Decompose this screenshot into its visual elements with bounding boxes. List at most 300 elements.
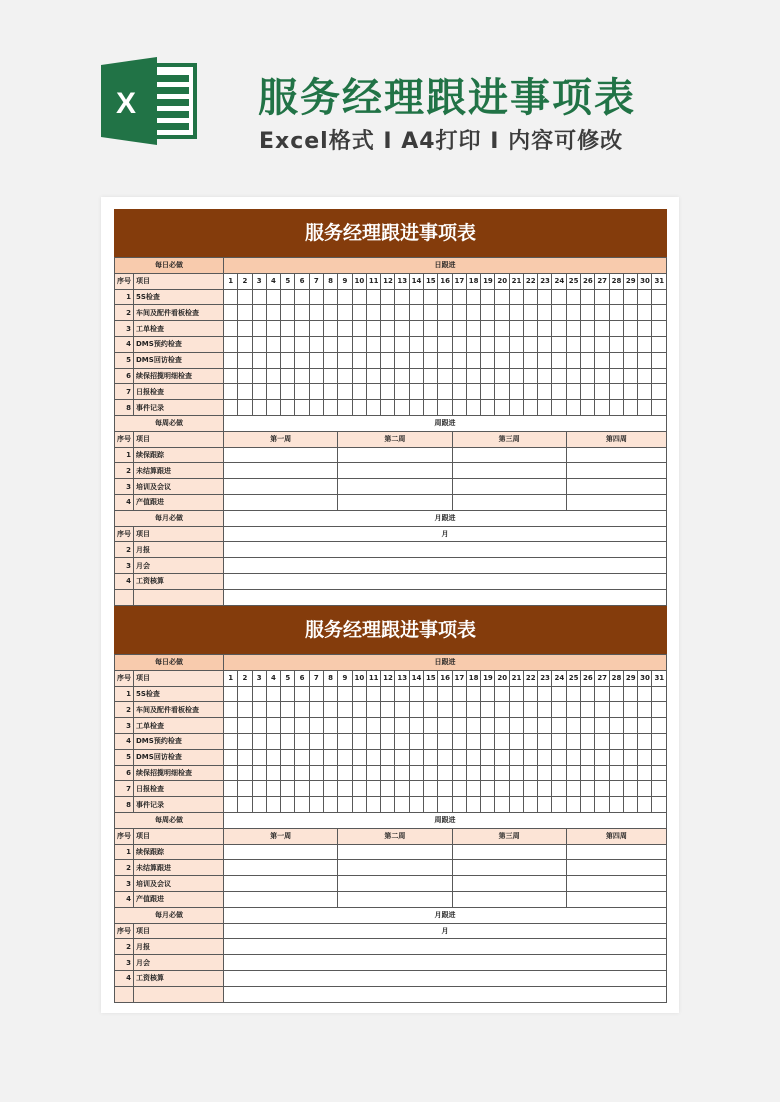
- check-cell[interactable]: [266, 384, 280, 400]
- check-cell[interactable]: [423, 368, 437, 384]
- month-cell[interactable]: [224, 558, 667, 574]
- check-cell[interactable]: [395, 749, 409, 765]
- check-cell[interactable]: [495, 686, 509, 702]
- check-cell[interactable]: [352, 718, 366, 734]
- check-cell[interactable]: [438, 733, 452, 749]
- check-cell[interactable]: [281, 400, 295, 416]
- check-cell[interactable]: [523, 718, 537, 734]
- check-cell[interactable]: [295, 718, 309, 734]
- check-cell[interactable]: [281, 733, 295, 749]
- check-cell[interactable]: [638, 718, 652, 734]
- check-cell[interactable]: [323, 289, 337, 305]
- check-cell[interactable]: [252, 797, 266, 813]
- check-cell[interactable]: [523, 321, 537, 337]
- check-cell[interactable]: [552, 765, 566, 781]
- check-cell[interactable]: [538, 305, 552, 321]
- check-cell[interactable]: [338, 305, 352, 321]
- check-cell[interactable]: [595, 400, 609, 416]
- check-cell[interactable]: [638, 686, 652, 702]
- check-cell[interactable]: [281, 384, 295, 400]
- check-cell[interactable]: [309, 321, 323, 337]
- check-cell[interactable]: [566, 733, 580, 749]
- check-cell[interactable]: [495, 718, 509, 734]
- check-cell[interactable]: [623, 686, 637, 702]
- check-cell[interactable]: [438, 352, 452, 368]
- check-cell[interactable]: [352, 352, 366, 368]
- check-cell[interactable]: [552, 718, 566, 734]
- check-cell[interactable]: [609, 686, 623, 702]
- check-cell[interactable]: [595, 749, 609, 765]
- check-cell[interactable]: [452, 336, 466, 352]
- check-cell[interactable]: [552, 702, 566, 718]
- check-cell[interactable]: [438, 765, 452, 781]
- check-cell[interactable]: [466, 733, 480, 749]
- check-cell[interactable]: [352, 702, 366, 718]
- week-cell[interactable]: [452, 844, 566, 860]
- week-cell[interactable]: [452, 876, 566, 892]
- check-cell[interactable]: [323, 368, 337, 384]
- check-cell[interactable]: [409, 749, 423, 765]
- check-cell[interactable]: [366, 352, 380, 368]
- check-cell[interactable]: [309, 749, 323, 765]
- check-cell[interactable]: [338, 400, 352, 416]
- month-cell[interactable]: [224, 589, 667, 605]
- check-cell[interactable]: [281, 321, 295, 337]
- check-cell[interactable]: [638, 289, 652, 305]
- check-cell[interactable]: [523, 765, 537, 781]
- check-cell[interactable]: [281, 336, 295, 352]
- check-cell[interactable]: [395, 797, 409, 813]
- check-cell[interactable]: [252, 368, 266, 384]
- week-cell[interactable]: [224, 844, 338, 860]
- check-cell[interactable]: [652, 702, 667, 718]
- check-cell[interactable]: [438, 368, 452, 384]
- check-cell[interactable]: [595, 686, 609, 702]
- week-cell[interactable]: [224, 447, 338, 463]
- check-cell[interactable]: [552, 321, 566, 337]
- check-cell[interactable]: [295, 686, 309, 702]
- check-cell[interactable]: [652, 336, 667, 352]
- check-cell[interactable]: [523, 368, 537, 384]
- check-cell[interactable]: [652, 733, 667, 749]
- check-cell[interactable]: [452, 718, 466, 734]
- check-cell[interactable]: [609, 305, 623, 321]
- check-cell[interactable]: [352, 765, 366, 781]
- check-cell[interactable]: [423, 718, 437, 734]
- check-cell[interactable]: [481, 352, 495, 368]
- check-cell[interactable]: [366, 400, 380, 416]
- check-cell[interactable]: [581, 352, 595, 368]
- check-cell[interactable]: [352, 733, 366, 749]
- check-cell[interactable]: [438, 305, 452, 321]
- check-cell[interactable]: [423, 305, 437, 321]
- check-cell[interactable]: [381, 686, 395, 702]
- check-cell[interactable]: [423, 749, 437, 765]
- check-cell[interactable]: [395, 702, 409, 718]
- week-cell[interactable]: [566, 494, 666, 510]
- check-cell[interactable]: [495, 321, 509, 337]
- check-cell[interactable]: [266, 305, 280, 321]
- check-cell[interactable]: [352, 321, 366, 337]
- check-cell[interactable]: [466, 718, 480, 734]
- check-cell[interactable]: [323, 749, 337, 765]
- check-cell[interactable]: [481, 289, 495, 305]
- check-cell[interactable]: [266, 289, 280, 305]
- week-cell[interactable]: [224, 876, 338, 892]
- check-cell[interactable]: [638, 749, 652, 765]
- check-cell[interactable]: [381, 384, 395, 400]
- check-cell[interactable]: [266, 702, 280, 718]
- check-cell[interactable]: [466, 686, 480, 702]
- check-cell[interactable]: [609, 336, 623, 352]
- check-cell[interactable]: [495, 749, 509, 765]
- check-cell[interactable]: [609, 368, 623, 384]
- check-cell[interactable]: [266, 765, 280, 781]
- check-cell[interactable]: [395, 384, 409, 400]
- check-cell[interactable]: [609, 765, 623, 781]
- check-cell[interactable]: [309, 797, 323, 813]
- check-cell[interactable]: [366, 749, 380, 765]
- check-cell[interactable]: [638, 384, 652, 400]
- check-cell[interactable]: [523, 749, 537, 765]
- check-cell[interactable]: [295, 797, 309, 813]
- check-cell[interactable]: [295, 305, 309, 321]
- check-cell[interactable]: [409, 733, 423, 749]
- check-cell[interactable]: [281, 702, 295, 718]
- check-cell[interactable]: [295, 336, 309, 352]
- check-cell[interactable]: [395, 352, 409, 368]
- check-cell[interactable]: [238, 384, 252, 400]
- check-cell[interactable]: [566, 781, 580, 797]
- check-cell[interactable]: [638, 797, 652, 813]
- check-cell[interactable]: [238, 321, 252, 337]
- check-cell[interactable]: [481, 686, 495, 702]
- check-cell[interactable]: [381, 797, 395, 813]
- week-cell[interactable]: [224, 463, 338, 479]
- check-cell[interactable]: [423, 733, 437, 749]
- check-cell[interactable]: [466, 765, 480, 781]
- check-cell[interactable]: [595, 368, 609, 384]
- check-cell[interactable]: [466, 321, 480, 337]
- check-cell[interactable]: [581, 749, 595, 765]
- check-cell[interactable]: [581, 384, 595, 400]
- check-cell[interactable]: [552, 733, 566, 749]
- check-cell[interactable]: [224, 384, 238, 400]
- check-cell[interactable]: [423, 289, 437, 305]
- check-cell[interactable]: [252, 749, 266, 765]
- check-cell[interactable]: [623, 797, 637, 813]
- check-cell[interactable]: [509, 749, 523, 765]
- check-cell[interactable]: [423, 781, 437, 797]
- check-cell[interactable]: [581, 702, 595, 718]
- check-cell[interactable]: [566, 336, 580, 352]
- week-cell[interactable]: [224, 860, 338, 876]
- check-cell[interactable]: [623, 702, 637, 718]
- check-cell[interactable]: [309, 733, 323, 749]
- check-cell[interactable]: [281, 718, 295, 734]
- check-cell[interactable]: [395, 733, 409, 749]
- check-cell[interactable]: [523, 336, 537, 352]
- check-cell[interactable]: [295, 368, 309, 384]
- check-cell[interactable]: [595, 733, 609, 749]
- check-cell[interactable]: [595, 702, 609, 718]
- week-cell[interactable]: [566, 876, 666, 892]
- check-cell[interactable]: [266, 797, 280, 813]
- check-cell[interactable]: [595, 352, 609, 368]
- check-cell[interactable]: [623, 733, 637, 749]
- month-cell[interactable]: [224, 986, 667, 1002]
- check-cell[interactable]: [238, 336, 252, 352]
- check-cell[interactable]: [581, 305, 595, 321]
- check-cell[interactable]: [266, 718, 280, 734]
- check-cell[interactable]: [495, 400, 509, 416]
- check-cell[interactable]: [652, 400, 667, 416]
- check-cell[interactable]: [295, 289, 309, 305]
- check-cell[interactable]: [352, 797, 366, 813]
- check-cell[interactable]: [466, 305, 480, 321]
- check-cell[interactable]: [409, 797, 423, 813]
- check-cell[interactable]: [295, 765, 309, 781]
- check-cell[interactable]: [224, 368, 238, 384]
- check-cell[interactable]: [281, 765, 295, 781]
- check-cell[interactable]: [638, 336, 652, 352]
- check-cell[interactable]: [566, 765, 580, 781]
- check-cell[interactable]: [395, 368, 409, 384]
- check-cell[interactable]: [509, 321, 523, 337]
- check-cell[interactable]: [481, 797, 495, 813]
- check-cell[interactable]: [566, 797, 580, 813]
- check-cell[interactable]: [566, 352, 580, 368]
- check-cell[interactable]: [623, 384, 637, 400]
- check-cell[interactable]: [538, 749, 552, 765]
- check-cell[interactable]: [266, 733, 280, 749]
- check-cell[interactable]: [509, 781, 523, 797]
- check-cell[interactable]: [495, 733, 509, 749]
- check-cell[interactable]: [252, 781, 266, 797]
- check-cell[interactable]: [481, 733, 495, 749]
- check-cell[interactable]: [238, 765, 252, 781]
- check-cell[interactable]: [224, 686, 238, 702]
- check-cell[interactable]: [252, 733, 266, 749]
- check-cell[interactable]: [366, 797, 380, 813]
- check-cell[interactable]: [581, 797, 595, 813]
- check-cell[interactable]: [252, 718, 266, 734]
- check-cell[interactable]: [652, 384, 667, 400]
- check-cell[interactable]: [623, 336, 637, 352]
- check-cell[interactable]: [224, 400, 238, 416]
- check-cell[interactable]: [581, 400, 595, 416]
- check-cell[interactable]: [266, 321, 280, 337]
- check-cell[interactable]: [409, 368, 423, 384]
- check-cell[interactable]: [609, 289, 623, 305]
- check-cell[interactable]: [381, 368, 395, 384]
- check-cell[interactable]: [309, 289, 323, 305]
- check-cell[interactable]: [509, 702, 523, 718]
- check-cell[interactable]: [481, 718, 495, 734]
- check-cell[interactable]: [281, 368, 295, 384]
- check-cell[interactable]: [252, 686, 266, 702]
- check-cell[interactable]: [323, 718, 337, 734]
- check-cell[interactable]: [252, 702, 266, 718]
- check-cell[interactable]: [381, 305, 395, 321]
- check-cell[interactable]: [338, 702, 352, 718]
- week-cell[interactable]: [224, 479, 338, 495]
- check-cell[interactable]: [638, 368, 652, 384]
- check-cell[interactable]: [623, 781, 637, 797]
- check-cell[interactable]: [366, 718, 380, 734]
- check-cell[interactable]: [266, 336, 280, 352]
- check-cell[interactable]: [495, 352, 509, 368]
- check-cell[interactable]: [395, 321, 409, 337]
- check-cell[interactable]: [309, 718, 323, 734]
- check-cell[interactable]: [481, 336, 495, 352]
- check-cell[interactable]: [409, 781, 423, 797]
- check-cell[interactable]: [638, 781, 652, 797]
- check-cell[interactable]: [224, 321, 238, 337]
- check-cell[interactable]: [266, 400, 280, 416]
- check-cell[interactable]: [295, 321, 309, 337]
- check-cell[interactable]: [381, 733, 395, 749]
- check-cell[interactable]: [523, 733, 537, 749]
- month-cell[interactable]: [224, 970, 667, 986]
- week-cell[interactable]: [452, 860, 566, 876]
- check-cell[interactable]: [366, 289, 380, 305]
- check-cell[interactable]: [266, 749, 280, 765]
- month-cell[interactable]: [224, 542, 667, 558]
- check-cell[interactable]: [509, 289, 523, 305]
- check-cell[interactable]: [423, 336, 437, 352]
- week-cell[interactable]: [338, 844, 452, 860]
- check-cell[interactable]: [352, 289, 366, 305]
- check-cell[interactable]: [552, 368, 566, 384]
- check-cell[interactable]: [609, 702, 623, 718]
- check-cell[interactable]: [466, 781, 480, 797]
- check-cell[interactable]: [509, 352, 523, 368]
- check-cell[interactable]: [552, 686, 566, 702]
- check-cell[interactable]: [452, 749, 466, 765]
- check-cell[interactable]: [224, 289, 238, 305]
- check-cell[interactable]: [281, 781, 295, 797]
- check-cell[interactable]: [452, 289, 466, 305]
- check-cell[interactable]: [395, 289, 409, 305]
- check-cell[interactable]: [338, 352, 352, 368]
- check-cell[interactable]: [381, 718, 395, 734]
- check-cell[interactable]: [438, 749, 452, 765]
- check-cell[interactable]: [238, 686, 252, 702]
- check-cell[interactable]: [366, 336, 380, 352]
- check-cell[interactable]: [466, 336, 480, 352]
- check-cell[interactable]: [381, 749, 395, 765]
- check-cell[interactable]: [381, 781, 395, 797]
- week-cell[interactable]: [338, 494, 452, 510]
- check-cell[interactable]: [266, 368, 280, 384]
- check-cell[interactable]: [481, 702, 495, 718]
- check-cell[interactable]: [438, 400, 452, 416]
- check-cell[interactable]: [466, 749, 480, 765]
- check-cell[interactable]: [609, 352, 623, 368]
- check-cell[interactable]: [338, 781, 352, 797]
- check-cell[interactable]: [566, 400, 580, 416]
- check-cell[interactable]: [481, 400, 495, 416]
- check-cell[interactable]: [238, 352, 252, 368]
- check-cell[interactable]: [538, 321, 552, 337]
- check-cell[interactable]: [552, 400, 566, 416]
- check-cell[interactable]: [395, 305, 409, 321]
- check-cell[interactable]: [523, 781, 537, 797]
- check-cell[interactable]: [609, 718, 623, 734]
- check-cell[interactable]: [638, 321, 652, 337]
- week-cell[interactable]: [452, 494, 566, 510]
- check-cell[interactable]: [495, 289, 509, 305]
- check-cell[interactable]: [252, 336, 266, 352]
- check-cell[interactable]: [495, 305, 509, 321]
- check-cell[interactable]: [381, 702, 395, 718]
- check-cell[interactable]: [466, 702, 480, 718]
- check-cell[interactable]: [224, 797, 238, 813]
- check-cell[interactable]: [566, 384, 580, 400]
- check-cell[interactable]: [466, 384, 480, 400]
- check-cell[interactable]: [252, 305, 266, 321]
- check-cell[interactable]: [309, 686, 323, 702]
- check-cell[interactable]: [238, 400, 252, 416]
- check-cell[interactable]: [409, 321, 423, 337]
- check-cell[interactable]: [323, 733, 337, 749]
- check-cell[interactable]: [423, 384, 437, 400]
- check-cell[interactable]: [338, 718, 352, 734]
- check-cell[interactable]: [252, 289, 266, 305]
- check-cell[interactable]: [352, 384, 366, 400]
- week-cell[interactable]: [224, 494, 338, 510]
- check-cell[interactable]: [352, 305, 366, 321]
- check-cell[interactable]: [238, 749, 252, 765]
- check-cell[interactable]: [638, 765, 652, 781]
- check-cell[interactable]: [366, 733, 380, 749]
- check-cell[interactable]: [309, 765, 323, 781]
- check-cell[interactable]: [438, 797, 452, 813]
- check-cell[interactable]: [538, 384, 552, 400]
- check-cell[interactable]: [538, 765, 552, 781]
- check-cell[interactable]: [609, 749, 623, 765]
- check-cell[interactable]: [623, 749, 637, 765]
- check-cell[interactable]: [538, 702, 552, 718]
- check-cell[interactable]: [438, 336, 452, 352]
- check-cell[interactable]: [295, 733, 309, 749]
- check-cell[interactable]: [523, 289, 537, 305]
- check-cell[interactable]: [638, 305, 652, 321]
- check-cell[interactable]: [309, 781, 323, 797]
- check-cell[interactable]: [423, 702, 437, 718]
- check-cell[interactable]: [652, 289, 667, 305]
- check-cell[interactable]: [338, 368, 352, 384]
- check-cell[interactable]: [224, 765, 238, 781]
- check-cell[interactable]: [623, 289, 637, 305]
- check-cell[interactable]: [338, 797, 352, 813]
- check-cell[interactable]: [281, 749, 295, 765]
- check-cell[interactable]: [581, 733, 595, 749]
- check-cell[interactable]: [609, 797, 623, 813]
- check-cell[interactable]: [538, 289, 552, 305]
- check-cell[interactable]: [609, 400, 623, 416]
- check-cell[interactable]: [366, 781, 380, 797]
- check-cell[interactable]: [523, 400, 537, 416]
- check-cell[interactable]: [409, 400, 423, 416]
- check-cell[interactable]: [438, 321, 452, 337]
- check-cell[interactable]: [495, 336, 509, 352]
- week-cell[interactable]: [338, 876, 452, 892]
- check-cell[interactable]: [423, 686, 437, 702]
- check-cell[interactable]: [338, 336, 352, 352]
- check-cell[interactable]: [395, 686, 409, 702]
